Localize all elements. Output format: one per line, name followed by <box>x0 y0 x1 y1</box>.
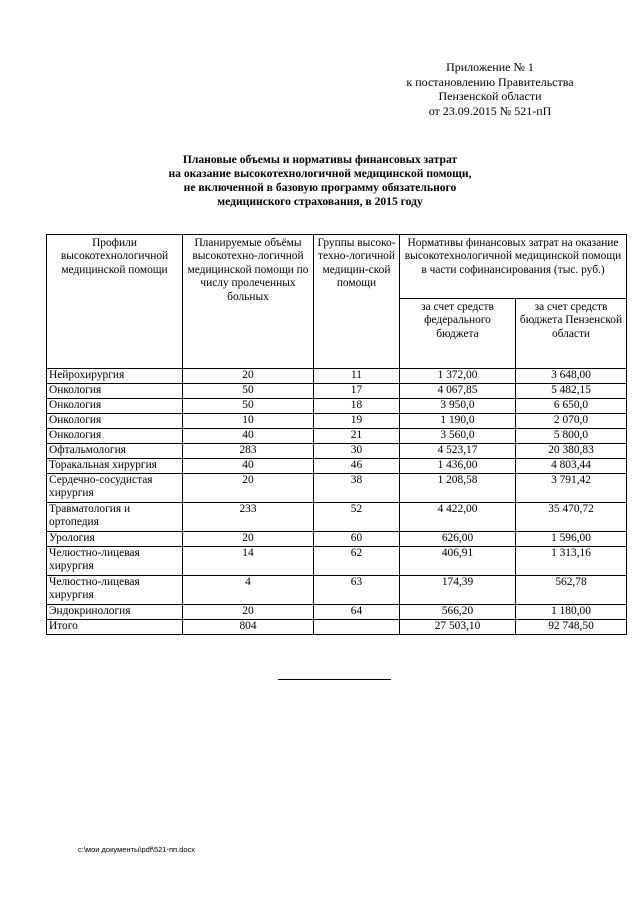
header-planned: Планируемые объёмы высокотехно-логичной медицинской помощи по числу пролеченных больных <box>183 235 314 369</box>
appendix-line: Пензенской области <box>438 89 542 103</box>
cell-planned: 50 <box>183 384 314 399</box>
table-row <box>47 384 627 399</box>
financing-table <box>46 234 627 635</box>
table-row <box>47 547 627 576</box>
cell-regional: 5 800,0 <box>516 429 627 444</box>
cell-profile: Урология <box>47 532 183 547</box>
cell-planned: 14 <box>183 547 314 576</box>
cell-federal: 1 190,0 <box>400 414 516 429</box>
cell-profile: Офтальмология <box>47 444 183 459</box>
cell-regional: 2 070,0 <box>516 414 627 429</box>
cell-regional: 1 180,00 <box>516 605 627 620</box>
table-row <box>47 399 627 414</box>
cell-regional: 1 313,16 <box>516 547 627 576</box>
cell-regional: 20 380,83 <box>516 444 627 459</box>
cell-group: 17 <box>314 384 400 399</box>
cell-planned: 233 <box>183 503 314 532</box>
cell-profile: Челюстно-лицевая хирургия <box>47 576 183 605</box>
title-line: медицинского страхования, в 2015 году <box>217 195 423 208</box>
cell-group: 19 <box>314 414 400 429</box>
cell-profile: Эндокринология <box>47 605 183 620</box>
cell-group: 18 <box>314 399 400 414</box>
cell-planned: 20 <box>183 474 314 503</box>
cell-federal: 566,20 <box>400 605 516 620</box>
cell-regional: 6 650,0 <box>516 399 627 414</box>
cell-group: 60 <box>314 532 400 547</box>
cell-federal: 1 208,58 <box>400 474 516 503</box>
appendix-line: Приложение № 1 <box>446 60 534 74</box>
cell-regional: 3 791,42 <box>516 474 627 503</box>
title-line: на оказание высокотехнологичной медицинской помощи, <box>168 167 472 180</box>
cell-federal: 27 503,10 <box>400 620 516 635</box>
cell-planned: 804 <box>183 620 314 635</box>
cell-federal: 1 372,00 <box>400 369 516 384</box>
cell-group: 64 <box>314 605 400 620</box>
cell-federal: 3 950,0 <box>400 399 516 414</box>
cell-profile: Торакальная хирургия <box>47 459 183 474</box>
cell-regional: 4 803,44 <box>516 459 627 474</box>
cell-planned: 40 <box>183 459 314 474</box>
cell-planned: 4 <box>183 576 314 605</box>
header-regional: за счет средств бюджета Пензенской области <box>516 299 627 369</box>
cell-planned: 20 <box>183 605 314 620</box>
header-groups: Группы высоко-техно-логичной медицин-ской помощи <box>314 235 400 369</box>
table-row <box>47 369 627 384</box>
table-row <box>47 532 627 547</box>
cell-planned: 50 <box>183 399 314 414</box>
header-profile: Профили высокотехнологичной медицинской помощи <box>47 235 183 369</box>
cell-regional: 5 482,15 <box>516 384 627 399</box>
appendix-line: от 23.09.2015 № 521-пП <box>428 103 552 118</box>
title-line: Плановые объемы и нормативы финансовых затрат <box>182 153 458 166</box>
cell-federal: 3 560,0 <box>400 429 516 444</box>
cell-profile: Нейрохирургия <box>47 369 183 384</box>
table-row <box>47 474 627 503</box>
cell-profile: Онкология <box>47 414 183 429</box>
cell-regional: 92 748,50 <box>516 620 627 635</box>
cell-regional: 1 596,00 <box>516 532 627 547</box>
cell-profile: Онкология <box>47 399 183 414</box>
cell-group <box>314 620 400 635</box>
cell-group: 11 <box>314 369 400 384</box>
table-row <box>47 576 627 605</box>
cell-federal: 4 523,17 <box>400 444 516 459</box>
appendix-block <box>380 60 600 118</box>
cell-group: 62 <box>314 547 400 576</box>
end-divider <box>278 679 391 680</box>
cell-profile: Итого <box>47 620 183 635</box>
cell-group: 63 <box>314 576 400 605</box>
cell-profile: Челюстно-лицевая хирургия <box>47 547 183 576</box>
cell-profile: Онкология <box>47 384 183 399</box>
header-federal: за счет средств федерального бюджета <box>400 299 516 369</box>
table-row <box>47 459 627 474</box>
cell-federal: 1 436,00 <box>400 459 516 474</box>
cell-profile: Сердечно-сосудистая хирургия <box>47 474 183 503</box>
title-line: не включенной в базовую программу обязательного <box>183 181 457 194</box>
table-row <box>47 503 627 532</box>
cell-federal: 4 422,00 <box>400 503 516 532</box>
cell-profile: Онкология <box>47 429 183 444</box>
cell-group: 30 <box>314 444 400 459</box>
cell-planned: 20 <box>183 532 314 547</box>
header-norms: Нормативы финансовых затрат на оказание высокотехнологичной медицинской помощи в части софинансирования (тыс. руб.) <box>400 235 627 299</box>
cell-planned: 40 <box>183 429 314 444</box>
cell-federal: 626,00 <box>400 532 516 547</box>
cell-regional: 562,78 <box>516 576 627 605</box>
cell-group: 46 <box>314 459 400 474</box>
cell-federal: 406,91 <box>400 547 516 576</box>
appendix-line: к постановлению Правительства <box>406 74 574 89</box>
cell-federal: 4 067,85 <box>400 384 516 399</box>
cell-federal: 174,39 <box>400 576 516 605</box>
table-row <box>47 414 627 429</box>
cell-regional: 35 470,72 <box>516 503 627 532</box>
cell-group: 21 <box>314 429 400 444</box>
file-path: c:\мои документы\pdf\521-пп.docx <box>78 845 196 854</box>
table-row <box>47 444 627 459</box>
cell-planned: 283 <box>183 444 314 459</box>
cell-group: 52 <box>314 503 400 532</box>
cell-group: 38 <box>314 474 400 503</box>
total-row <box>47 620 627 635</box>
cell-regional: 3 648,00 <box>516 369 627 384</box>
cell-planned: 10 <box>183 414 314 429</box>
cell-profile: Травматология и ортопедия <box>47 503 183 532</box>
cell-planned: 20 <box>183 369 314 384</box>
table-row <box>47 605 627 620</box>
table-row <box>47 429 627 444</box>
document-title <box>110 153 530 209</box>
